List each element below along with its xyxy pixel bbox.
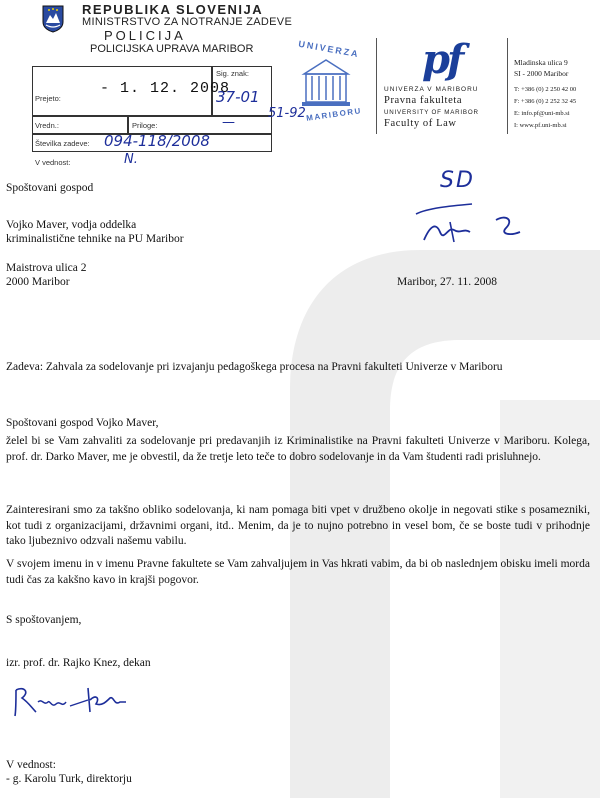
- greeting: Spoštovani gospod Vojko Maver,: [6, 417, 159, 429]
- seal-text-bottom: MARIBORU: [305, 106, 363, 123]
- recipient-street: Maistrova ulica 2: [6, 262, 87, 274]
- paragraph-1: želel bi se Vam zahvaliti za sodelovanje pri predavanjih iz Kriminalistike na Pravni fakulteti Univerze v Mariboru. Kolega, prof. dr. Darko Maver, me je obvestil, da že tretje leto teče to dobro sodelovanje in da Vam študenti radi prisluhnejo.: [6, 435, 590, 463]
- contact-city: SI - 2000 Maribor: [514, 69, 569, 78]
- faculty-line-1: UNIVERZA V MARIBORU: [384, 86, 479, 93]
- contact-web: I: www.pf.uni-mb.si: [514, 122, 567, 129]
- contact-fax: F: +386 (0) 2 252 32 45: [514, 98, 577, 105]
- recipient-salutation: Spoštovani gospod: [6, 182, 94, 194]
- faculty-line-4: Faculty of Law: [384, 118, 457, 129]
- header-divider-left: [376, 38, 377, 134]
- case-label: Številka zadeve:: [35, 139, 90, 148]
- urgency-label: Vredn.:: [35, 121, 59, 130]
- subject-line: Zadeva: Zahvala za sodelovanje pri izvajanju pedagoškega procesa na Pravni fakulteti Univerze v Mariboru: [6, 361, 503, 373]
- handwritten-initials: SD: [440, 168, 475, 193]
- faculty-line-2: Pravna fakulteta: [384, 95, 463, 106]
- signatory: izr. prof. dr. Rajko Knez, dekan: [6, 657, 151, 669]
- recipient-city: 2000 Maribor: [6, 276, 70, 288]
- cc-label: V vednost:: [6, 759, 56, 771]
- contact-email: E: info.pf@uni-mb.si: [514, 110, 570, 117]
- faculty-logo: [418, 36, 478, 83]
- recipient-name: Vojko Maver, vodja oddelka: [6, 219, 137, 231]
- attachments-label: Priloge:: [132, 121, 158, 130]
- cc-stamp-value: N.: [124, 152, 138, 167]
- extra-handwriting: 51-92: [268, 106, 306, 121]
- sig-label: Sig. znak:: [216, 69, 249, 78]
- recipient-department: kriminalistične tehnike na PU Maribor: [6, 233, 184, 245]
- logo-text: pf: [422, 36, 462, 83]
- faculty-line-3: UNIVERSITY OF MARIBOR: [384, 109, 479, 116]
- case-value: 094-118/2008: [104, 132, 210, 150]
- paragraph-3: V svojem imenu in v imenu Pravne fakultete se Vam zahvaljujem in Vas hkrati vabim, da bi ob naslednjem obisku imeli morda tudi čas za kakšno kavo in krajši pogovor.: [6, 558, 590, 586]
- police-line-1: REPUBLIKA SLOVENIJA: [82, 2, 264, 17]
- place-date: Maribor, 27. 11. 2008: [397, 276, 498, 288]
- cc-stamp-label: V vednost:: [35, 158, 71, 167]
- seal-text-top: UNIVERZA: [297, 38, 361, 60]
- handwritten-scribble: [410, 186, 530, 256]
- reception-stamp: [32, 66, 306, 167]
- received-label: Prejeto:: [35, 94, 61, 103]
- received-date: - 1. 12. 2008: [100, 80, 231, 97]
- sig-value: 37-01: [216, 88, 260, 106]
- coat-of-arms-icon: [42, 5, 64, 33]
- paragraph-2: Zainteresirani smo za takšno obliko sodelovanja, ki nam pomaga biti vpet v družbeno okolje in negovati stike s posamezniki, kot tudi z organizacijami, državnimi organi, itd.. Menim, da je to nujno potrebno in vesel bom, če se boste tudi v prihodnje tako ljubeznivo odzvali našemu vabilu.: [6, 504, 590, 547]
- attachments-value: —: [222, 115, 235, 130]
- closing: S spoštovanjem,: [6, 614, 82, 626]
- police-line-2: MINISTRSTVO ZA NOTRANJE ZADEVE: [82, 16, 293, 28]
- university-seal: [290, 40, 362, 128]
- cc-item: - g. Karolu Turk, direktorju: [6, 773, 132, 785]
- police-line-4: POLICIJSKA UPRAVA MARIBOR: [90, 43, 254, 55]
- police-line-3: POLICIJA: [104, 28, 186, 43]
- contact-phone: T: +386 (0) 2 250 42 00: [514, 86, 577, 93]
- header-divider-right: [507, 38, 508, 134]
- signature: [10, 678, 130, 720]
- contact-street: Mladinska ulica 9: [514, 58, 568, 67]
